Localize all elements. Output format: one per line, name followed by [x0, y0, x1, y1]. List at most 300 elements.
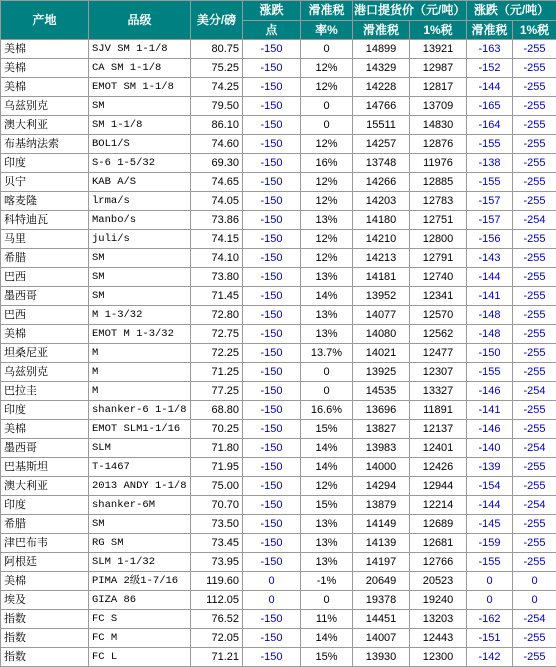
header-change-sliding: 滑准税 — [467, 21, 513, 40]
cell-rate: -1% — [301, 572, 353, 591]
cell-chg-sliding: -144 — [467, 496, 513, 515]
table-row — [1, 496, 556, 515]
cell-grade: SM — [89, 97, 191, 116]
cell-origin: 美棉 — [1, 78, 89, 97]
cell-price-sliding: 13925 — [353, 363, 410, 382]
cell-rate: 13.7% — [301, 344, 353, 363]
cell-price-sliding: 15511 — [353, 116, 410, 135]
cell-price-sliding: 14077 — [353, 306, 410, 325]
table-row — [1, 211, 556, 230]
cell-grade: EMOT SM 1-1/8 — [89, 78, 191, 97]
cell-price-1pct: 12681 — [410, 534, 467, 553]
cell-chg-sliding: -142 — [467, 648, 513, 667]
cell-origin: 埃及 — [1, 591, 89, 610]
cell-price-sliding: 14210 — [353, 230, 410, 249]
cell-rate: 0 — [301, 116, 353, 135]
cell-chg-sliding: -157 — [467, 211, 513, 230]
table-row — [1, 59, 556, 78]
cell-price-sliding: 14266 — [353, 173, 410, 192]
header-port-sliding: 滑准税 — [353, 21, 410, 40]
cell-price-1pct: 12137 — [410, 420, 467, 439]
cell-chg-1pct: -255 — [513, 363, 556, 382]
cell-chg-sliding: -139 — [467, 458, 513, 477]
cell-chg-sliding: 0 — [467, 591, 513, 610]
cell-chg-1pct: -255 — [513, 306, 556, 325]
cell-chg-1pct: -255 — [513, 78, 556, 97]
cell-rate: 13% — [301, 515, 353, 534]
table-row — [1, 40, 556, 59]
cell-chg-1pct: -255 — [513, 135, 556, 154]
cell-origin: 美棉 — [1, 59, 89, 78]
table-row — [1, 610, 556, 629]
cell-origin: 澳大利亚 — [1, 477, 89, 496]
cell-usc: 71.21 — [191, 648, 243, 667]
table-row — [1, 154, 556, 173]
cell-usc: 72.80 — [191, 306, 243, 325]
cell-price-sliding: 14080 — [353, 325, 410, 344]
cell-rate: 12% — [301, 249, 353, 268]
cell-grade: Manbo/s — [89, 211, 191, 230]
cell-chg-1pct: -255 — [513, 477, 556, 496]
cell-usc: 70.70 — [191, 496, 243, 515]
table-row — [1, 591, 556, 610]
cell-rate: 15% — [301, 420, 353, 439]
cell-rate: 15% — [301, 648, 353, 667]
cell-chg-1pct: -255 — [513, 192, 556, 211]
cell-origin: 指数 — [1, 629, 89, 648]
cell-origin: 美棉 — [1, 572, 89, 591]
cell-price-sliding: 13930 — [353, 648, 410, 667]
cell-price-1pct: 12791 — [410, 249, 467, 268]
cell-change: -150 — [243, 287, 301, 306]
cell-price-1pct: 12740 — [410, 268, 467, 287]
cell-price-1pct: 13203 — [410, 610, 467, 629]
cell-change: -150 — [243, 401, 301, 420]
cell-chg-1pct: -255 — [513, 249, 556, 268]
cell-change: -150 — [243, 59, 301, 78]
table-row — [1, 135, 556, 154]
cell-rate: 12% — [301, 173, 353, 192]
cell-price-sliding: 14139 — [353, 534, 410, 553]
cell-chg-sliding: -151 — [467, 629, 513, 648]
cell-origin: 澳大利亚 — [1, 116, 89, 135]
cell-usc: 74.25 — [191, 78, 243, 97]
table-row — [1, 116, 556, 135]
cell-usc: 80.75 — [191, 40, 243, 59]
cell-origin: 贝宁 — [1, 173, 89, 192]
cell-usc: 75.00 — [191, 477, 243, 496]
cell-change: -150 — [243, 78, 301, 97]
cell-chg-sliding: -159 — [467, 534, 513, 553]
cell-usc: 72.25 — [191, 344, 243, 363]
cell-usc: 71.45 — [191, 287, 243, 306]
cell-origin: 巴拉圭 — [1, 382, 89, 401]
table-row — [1, 439, 556, 458]
cell-chg-sliding: -162 — [467, 610, 513, 629]
header-grade: 品级 — [89, 1, 191, 40]
cell-origin: 指数 — [1, 610, 89, 629]
table-row — [1, 648, 556, 667]
cell-origin: 美棉 — [1, 325, 89, 344]
cell-rate: 0 — [301, 363, 353, 382]
table-row — [1, 363, 556, 382]
cell-rate: 12% — [301, 135, 353, 154]
cell-chg-sliding: -163 — [467, 40, 513, 59]
cell-chg-sliding: -150 — [467, 344, 513, 363]
cell-origin: 希腊 — [1, 515, 89, 534]
cell-usc: 72.75 — [191, 325, 243, 344]
cell-price-1pct: 20523 — [410, 572, 467, 591]
cell-price-sliding: 14766 — [353, 97, 410, 116]
cell-chg-sliding: -145 — [467, 515, 513, 534]
cell-rate: 16.6% — [301, 401, 353, 420]
cell-chg-1pct: -255 — [513, 268, 556, 287]
cell-price-sliding: 14329 — [353, 59, 410, 78]
cell-chg-sliding: -144 — [467, 268, 513, 287]
cell-grade: T-1467 — [89, 458, 191, 477]
cell-grade: M — [89, 382, 191, 401]
cell-change: -150 — [243, 97, 301, 116]
table-header — [1, 1, 556, 40]
cell-chg-sliding: -156 — [467, 230, 513, 249]
cell-change: -150 — [243, 40, 301, 59]
cell-origin: 希腊 — [1, 249, 89, 268]
cell-grade: EMOT M 1-3/32 — [89, 325, 191, 344]
cell-change: -150 — [243, 173, 301, 192]
cell-chg-sliding: -141 — [467, 401, 513, 420]
cell-origin: 坦桑尼亚 — [1, 344, 89, 363]
cell-price-sliding: 13983 — [353, 439, 410, 458]
cell-chg-sliding: -152 — [467, 59, 513, 78]
cell-price-1pct: 12562 — [410, 325, 467, 344]
cell-usc: 73.80 — [191, 268, 243, 287]
cell-price-sliding: 14203 — [353, 192, 410, 211]
cell-price-1pct: 12426 — [410, 458, 467, 477]
cell-grade: SM — [89, 287, 191, 306]
cell-usc: 74.10 — [191, 249, 243, 268]
cell-grade: SM — [89, 268, 191, 287]
cell-chg-sliding: -157 — [467, 192, 513, 211]
header-change-price: 涨跌（元/吨） — [467, 1, 556, 21]
cell-chg-1pct: -255 — [513, 648, 556, 667]
cell-price-1pct: 12401 — [410, 439, 467, 458]
cell-grade: CA SM 1-1/8 — [89, 59, 191, 78]
cell-change: -150 — [243, 268, 301, 287]
cell-usc: 74.05 — [191, 192, 243, 211]
table-row — [1, 572, 556, 591]
cell-origin: 科特迪瓦 — [1, 211, 89, 230]
cell-chg-1pct: -255 — [513, 553, 556, 572]
cell-price-1pct: 12443 — [410, 629, 467, 648]
table-row — [1, 553, 556, 572]
cell-change: -150 — [243, 496, 301, 515]
cell-price-sliding: 19378 — [353, 591, 410, 610]
cell-rate: 13% — [301, 534, 353, 553]
header-rate-top: 滑准税 — [301, 1, 353, 21]
cell-usc: 112.05 — [191, 591, 243, 610]
cell-price-sliding: 13748 — [353, 154, 410, 173]
cell-chg-1pct: -255 — [513, 344, 556, 363]
cell-price-sliding: 14007 — [353, 629, 410, 648]
cell-change: -150 — [243, 325, 301, 344]
cell-change: -150 — [243, 515, 301, 534]
cell-chg-1pct: -254 — [513, 211, 556, 230]
cell-origin: 巴基斯坦 — [1, 458, 89, 477]
cell-origin: 美棉 — [1, 40, 89, 59]
cell-rate: 12% — [301, 192, 353, 211]
cell-price-1pct: 12214 — [410, 496, 467, 515]
cell-usc: 71.80 — [191, 439, 243, 458]
cell-usc: 71.95 — [191, 458, 243, 477]
table-row — [1, 401, 556, 420]
cell-price-sliding: 20649 — [353, 572, 410, 591]
table-row — [1, 458, 556, 477]
cell-usc: 119.60 — [191, 572, 243, 591]
header-change-bottom: 点 — [243, 21, 301, 40]
cell-change: -150 — [243, 420, 301, 439]
cell-chg-1pct: -254 — [513, 382, 556, 401]
cell-price-1pct: 11891 — [410, 401, 467, 420]
cell-origin: 马里 — [1, 230, 89, 249]
cell-chg-sliding: -154 — [467, 477, 513, 496]
cell-chg-sliding: -155 — [467, 173, 513, 192]
cell-chg-1pct: -255 — [513, 287, 556, 306]
cell-price-1pct: 13709 — [410, 97, 467, 116]
cell-origin: 乌兹别克 — [1, 363, 89, 382]
cell-usc: 75.25 — [191, 59, 243, 78]
cell-chg-sliding: -155 — [467, 363, 513, 382]
cell-price-sliding: 13827 — [353, 420, 410, 439]
cell-price-1pct: 19240 — [410, 591, 467, 610]
cell-change: 0 — [243, 591, 301, 610]
cell-change: -150 — [243, 344, 301, 363]
cell-rate: 14% — [301, 439, 353, 458]
cell-rate: 12% — [301, 59, 353, 78]
cell-grade: shanker-6 1-1/8 — [89, 401, 191, 420]
cell-grade: lrma/s — [89, 192, 191, 211]
table-row — [1, 230, 556, 249]
cell-rate: 14% — [301, 287, 353, 306]
cell-grade: M — [89, 363, 191, 382]
cell-price-sliding: 14000 — [353, 458, 410, 477]
header-change-top: 涨跌 — [243, 1, 301, 21]
cell-grade: EMOT SLM1-1/16 — [89, 420, 191, 439]
cell-rate: 13% — [301, 553, 353, 572]
cell-usc: 79.50 — [191, 97, 243, 116]
cell-grade: FC S — [89, 610, 191, 629]
cell-price-sliding: 14181 — [353, 268, 410, 287]
cell-chg-sliding: -146 — [467, 420, 513, 439]
cell-chg-1pct: -255 — [513, 534, 556, 553]
cell-chg-1pct: -255 — [513, 458, 556, 477]
cell-origin: 喀麦隆 — [1, 192, 89, 211]
cell-price-1pct: 12477 — [410, 344, 467, 363]
cell-chg-1pct: -255 — [513, 420, 556, 439]
cell-price-sliding: 14535 — [353, 382, 410, 401]
cell-usc: 76.52 — [191, 610, 243, 629]
cell-chg-1pct: -255 — [513, 97, 556, 116]
cell-chg-1pct: -255 — [513, 173, 556, 192]
cell-chg-1pct: -255 — [513, 515, 556, 534]
cell-chg-1pct: -255 — [513, 40, 556, 59]
cell-origin: 印度 — [1, 496, 89, 515]
cell-chg-sliding: -138 — [467, 154, 513, 173]
cell-chg-1pct: 0 — [513, 591, 556, 610]
header-usc: 美分/磅 — [191, 1, 243, 40]
cell-grade: FC L — [89, 648, 191, 667]
cell-change: -150 — [243, 553, 301, 572]
cell-price-sliding: 14180 — [353, 211, 410, 230]
cell-chg-1pct: -254 — [513, 496, 556, 515]
cell-rate: 0 — [301, 591, 353, 610]
cell-change: 0 — [243, 572, 301, 591]
cell-origin: 墨西哥 — [1, 439, 89, 458]
cell-usc: 68.80 — [191, 401, 243, 420]
table-row — [1, 78, 556, 97]
cell-price-1pct: 12783 — [410, 192, 467, 211]
cell-price-sliding: 13696 — [353, 401, 410, 420]
cell-chg-1pct: -255 — [513, 116, 556, 135]
table-row — [1, 287, 556, 306]
cell-price-1pct: 12944 — [410, 477, 467, 496]
cell-usc: 70.25 — [191, 420, 243, 439]
table-row — [1, 173, 556, 192]
cell-change: -150 — [243, 458, 301, 477]
cell-grade: SM 1-1/8 — [89, 116, 191, 135]
cell-price-1pct: 12987 — [410, 59, 467, 78]
cell-price-1pct: 12300 — [410, 648, 467, 667]
cell-rate: 11% — [301, 610, 353, 629]
cell-chg-sliding: -164 — [467, 116, 513, 135]
table-body — [1, 40, 556, 667]
cell-price-1pct: 11976 — [410, 154, 467, 173]
cell-chg-1pct: -255 — [513, 154, 556, 173]
cell-grade: PIMA 2级1-7/16 — [89, 572, 191, 591]
cell-price-1pct: 12689 — [410, 515, 467, 534]
cell-origin: 美棉 — [1, 420, 89, 439]
header-origin: 产地 — [1, 1, 89, 40]
cell-price-1pct: 12876 — [410, 135, 467, 154]
cell-price-sliding: 14294 — [353, 477, 410, 496]
cell-usc: 73.45 — [191, 534, 243, 553]
cell-change: -150 — [243, 439, 301, 458]
cell-change: -150 — [243, 306, 301, 325]
cell-usc: 77.25 — [191, 382, 243, 401]
cell-grade: RG SM — [89, 534, 191, 553]
table-row — [1, 249, 556, 268]
cell-usc: 73.50 — [191, 515, 243, 534]
cell-chg-1pct: -254 — [513, 610, 556, 629]
cell-change: -150 — [243, 230, 301, 249]
table-row — [1, 344, 556, 363]
cell-chg-sliding: -144 — [467, 78, 513, 97]
cell-change: -150 — [243, 610, 301, 629]
cell-rate: 0 — [301, 97, 353, 116]
cell-grade: GIZA 86 — [89, 591, 191, 610]
cell-rate: 12% — [301, 230, 353, 249]
cell-origin: 阿根廷 — [1, 553, 89, 572]
cell-rate: 14% — [301, 458, 353, 477]
cell-change: -150 — [243, 363, 301, 382]
cell-grade: SLM 1-1/32 — [89, 553, 191, 572]
cell-origin: 印度 — [1, 401, 89, 420]
cell-change: -150 — [243, 192, 301, 211]
cell-grade: 2013 ANDY 1-1/8 — [89, 477, 191, 496]
cell-rate: 13% — [301, 268, 353, 287]
cell-rate: 13% — [301, 211, 353, 230]
cell-grade: KAB A/S — [89, 173, 191, 192]
cell-price-1pct: 12817 — [410, 78, 467, 97]
cell-grade: BOL1/S — [89, 135, 191, 154]
cell-usc: 73.86 — [191, 211, 243, 230]
cell-price-1pct: 12570 — [410, 306, 467, 325]
table-row — [1, 420, 556, 439]
cell-usc: 74.15 — [191, 230, 243, 249]
cell-chg-sliding: -143 — [467, 249, 513, 268]
cell-grade: SJV SM 1-1/8 — [89, 40, 191, 59]
cell-chg-sliding: -155 — [467, 553, 513, 572]
cell-rate: 13% — [301, 306, 353, 325]
table-row — [1, 325, 556, 344]
cell-usc: 71.25 — [191, 363, 243, 382]
cell-chg-1pct: -255 — [513, 230, 556, 249]
cell-change: -150 — [243, 249, 301, 268]
cell-origin: 巴西 — [1, 268, 89, 287]
cell-price-sliding: 14149 — [353, 515, 410, 534]
cell-chg-1pct: -255 — [513, 325, 556, 344]
cell-chg-sliding: -148 — [467, 325, 513, 344]
table-row — [1, 97, 556, 116]
header-change-1pct: 1%税 — [513, 21, 556, 40]
cell-rate: 13% — [301, 325, 353, 344]
cell-price-1pct: 12341 — [410, 287, 467, 306]
cell-chg-sliding: -165 — [467, 97, 513, 116]
cell-change: -150 — [243, 154, 301, 173]
table-row — [1, 534, 556, 553]
cell-change: -150 — [243, 534, 301, 553]
cell-grade: SM — [89, 515, 191, 534]
cell-price-sliding: 14213 — [353, 249, 410, 268]
cell-change: -150 — [243, 382, 301, 401]
cell-origin: 乌兹别克 — [1, 97, 89, 116]
cell-grade: M — [89, 344, 191, 363]
table-row — [1, 306, 556, 325]
cell-origin: 印度 — [1, 154, 89, 173]
cell-change: -150 — [243, 135, 301, 154]
table-row — [1, 515, 556, 534]
cell-change: -150 — [243, 629, 301, 648]
cell-price-1pct: 13921 — [410, 40, 467, 59]
cell-change: -150 — [243, 477, 301, 496]
table-row — [1, 268, 556, 287]
cell-price-sliding: 13952 — [353, 287, 410, 306]
cell-price-sliding: 14257 — [353, 135, 410, 154]
cell-rate: 16% — [301, 154, 353, 173]
table-row — [1, 477, 556, 496]
cell-rate: 14% — [301, 629, 353, 648]
cell-grade: SM — [89, 249, 191, 268]
cell-chg-sliding: -155 — [467, 135, 513, 154]
cell-price-sliding: 14021 — [353, 344, 410, 363]
cell-origin: 墨西哥 — [1, 287, 89, 306]
cell-origin: 指数 — [1, 648, 89, 667]
cell-usc: 69.30 — [191, 154, 243, 173]
cell-grade: juli/s — [89, 230, 191, 249]
cell-price-sliding: 14451 — [353, 610, 410, 629]
cell-price-1pct: 14830 — [410, 116, 467, 135]
cell-change: -150 — [243, 116, 301, 135]
cell-grade: shanker-6M — [89, 496, 191, 515]
